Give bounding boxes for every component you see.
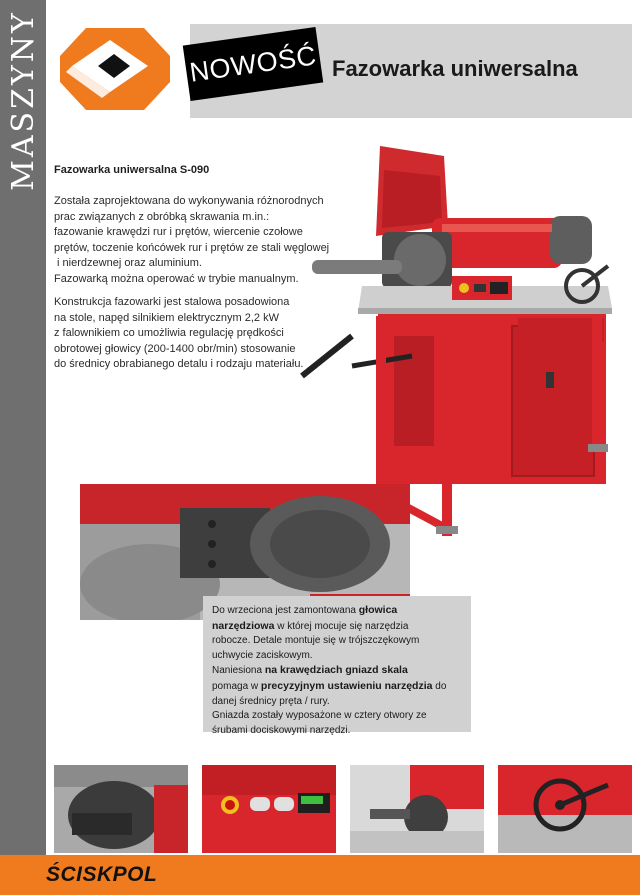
callout-text: Gniazda zostały wyposażone w cztery otwory ze [212, 710, 427, 722]
machine-main-photo [292, 136, 622, 536]
callout-text: danej średnicy pręta / rury. [212, 695, 330, 707]
text-line: prac związanych z obróbką skrawania m.in.: [54, 210, 270, 223]
callout-bold-text: narzędziowa [212, 619, 275, 632]
chuck-thumb-photo [54, 765, 188, 853]
sidebar-label: MASZYNY [5, 9, 41, 191]
brand-logo: ŚCISKPOL [46, 863, 158, 886]
text-line: z falownikiem co umożliwia regulację prędkości [54, 327, 284, 340]
text-line: i nierdzewnej oraz aluminium. [54, 257, 202, 270]
text-line: obrotowej głowicy (200-1400 obr/min) stosowanie [54, 342, 296, 355]
callout-text: Naniesiona [212, 665, 265, 677]
callout-text: w której mocuje się narzędzia [274, 620, 409, 632]
company-logo-icon [58, 26, 172, 112]
sidebar [0, 0, 46, 855]
callout-text: pomaga w [212, 680, 261, 692]
text-line: prętów, toczenie końcówek rur i prętów ze stali węglowej [54, 241, 330, 254]
text-line: do średnicy obrabianego detalu i rodzaju materiału. [54, 358, 304, 371]
callout-bold-text: precyzyjnym ustawieniu narzędzia [260, 679, 433, 692]
thumbnail-strip [54, 765, 632, 853]
section-title: Fazowarka uniwersalna S-090 [54, 164, 210, 176]
text-line: fazowanie krawędzi rur i prętów, wiercenie czołowe [54, 226, 303, 239]
text-line: Konstrukcja fazowarki jest stalowa posadowiona [54, 296, 290, 308]
callout-text: robocze. Detale montuje się w trójszczękowym [212, 635, 420, 647]
callout-text: do [432, 680, 447, 692]
feature-callout [203, 596, 471, 736]
sidebar-label-wrap [0, 0, 46, 200]
control-panel-thumb-photo [202, 765, 336, 853]
callout-text: śrubami dociskowymi narzędzi. [212, 724, 351, 736]
callout-bold-text: na krawędziach gniazd skala [264, 664, 408, 677]
new-badge: NOWOŚĆ [183, 27, 323, 101]
callout-text: Do wrzeciona jest zamontowana [212, 605, 359, 616]
handwheel-thumb-photo [498, 765, 632, 853]
spindle-thumb-photo [350, 765, 484, 853]
page-title: Fazowarka uniwersalna [332, 56, 578, 81]
callout-text: uchwycie zaciskowym. [212, 649, 313, 661]
text-line: Fazowarką można operować w trybie manualnym. [54, 272, 299, 285]
text-line: Została zaprojektowana do wykonywania różnorodnych [54, 195, 324, 207]
footer-bar [0, 855, 640, 895]
text-line: na stole, napęd silnikiem elektrycznym 2,2 kW [54, 311, 279, 324]
callout-bold-text: głowica [358, 604, 398, 616]
